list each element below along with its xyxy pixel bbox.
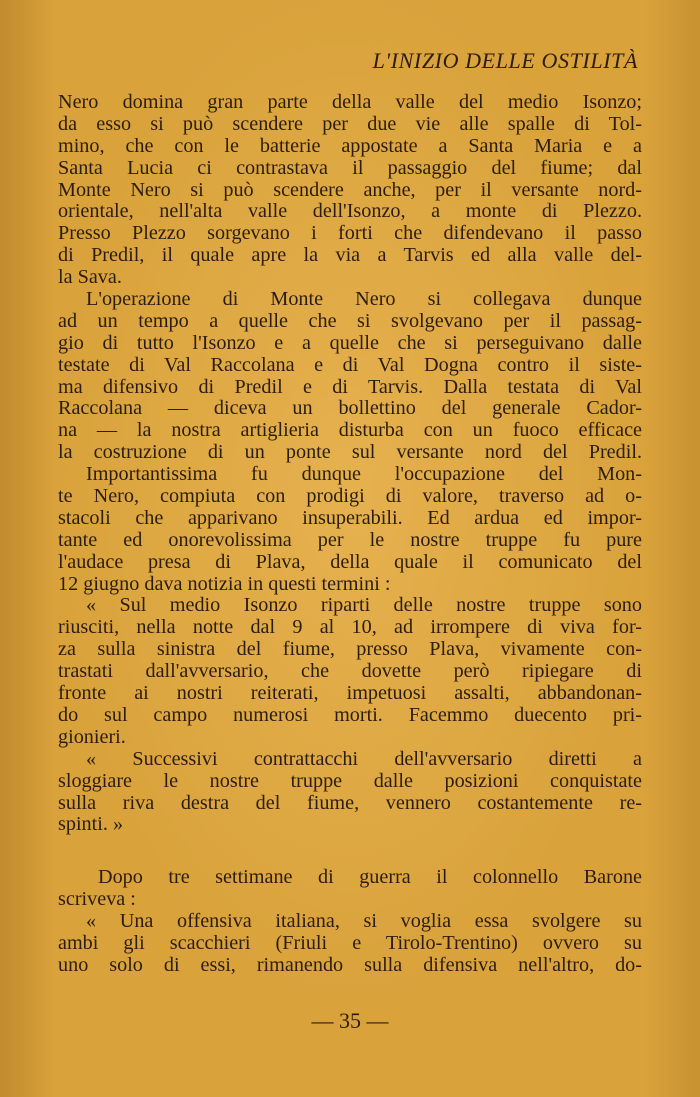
running-head: L'INIZIO DELLE OSTILITÀ <box>372 48 638 73</box>
text-line: « Sul medio Isonzo riparti delle nostre truppe sono <box>86 594 642 617</box>
page-number: — 35 — <box>311 1008 389 1033</box>
text-line: te Nero, compiuta con prodigi di valore, traverso ad o- <box>58 485 642 508</box>
text-line: Presso Plezzo sorgevano i forti che difendevano il passo <box>58 222 642 245</box>
text-line: do sul campo numerosi morti. Facemmo duecento pri- <box>58 703 642 726</box>
text-line: tante ed onorevolissima per le nostre truppe fu pure <box>58 528 642 551</box>
text-line: Santa Lucia ci contrastava il passaggio del fiume; dal <box>58 156 642 179</box>
body-text <box>58 92 642 977</box>
text-line: trastati dall'avversario, che dovette però ripiegare di <box>58 660 642 683</box>
text-line: Dopo tre settimane di guerra il colonnello Barone <box>98 866 642 889</box>
paragraph-gap <box>58 836 642 867</box>
text-line: sulla riva destra del fiume, vennero costantemente re- <box>58 791 642 814</box>
text-line: Importantissima fu dunque l'occupazione del Mon- <box>86 463 642 486</box>
text-line: gionieri. <box>58 725 126 748</box>
text-line: riusciti, nella notte dal 9 al 10, ad irrompere di viva for- <box>58 616 642 639</box>
text-line: uno solo di essi, rimanendo sulla difensiva nell'altro, do- <box>58 953 642 976</box>
text-line: ma difensivo di Predil e di Tarvis. Dalla testata di Val <box>58 375 642 398</box>
text-line: « Successivi contrattacchi dell'avversario diretti a <box>86 747 642 770</box>
text-line: spinti. » <box>58 813 124 836</box>
text-line: mino, che con le batterie appostate a Santa Maria e a <box>58 134 642 157</box>
text-line: 12 giugno dava notizia in questi termini : <box>58 572 391 595</box>
text-line: « Una offensiva italiana, si voglia essa svolgere su <box>86 910 642 933</box>
text-line: Monte Nero si può scendere anche, per il versante nord- <box>58 178 642 201</box>
text-line: testate di Val Raccolana e di Val Dogna contro il siste- <box>58 353 642 376</box>
text-line: fronte ai nostri reiterati, impetuosi assalti, abbandonan- <box>58 682 642 705</box>
text-line: di Predil, il quale apre la via a Tarvis ed alla valle del- <box>58 244 642 267</box>
text-line: gio di tutto l'Isonzo e a quelle che si perseguivano dalle <box>58 331 642 354</box>
text-line: sloggiare le nostre truppe dalle posizioni conquistate <box>58 769 642 792</box>
text-line: la Sava. <box>58 266 122 289</box>
text-line: ad un tempo a quelle che si svolgevano per il passag- <box>58 309 642 332</box>
text-line: ambi gli scacchieri (Friuli e Tirolo-Trentino) ovvero su <box>58 931 642 954</box>
text-line: L'operazione di Monte Nero si collegava dunque <box>86 288 642 311</box>
text-line: na — la nostra artiglieria disturba con un fuoco efficace <box>58 419 642 442</box>
text-line: da esso si può scendere per due vie alle spalle di Tol- <box>58 112 642 135</box>
text-line: Nero domina gran parte della valle del medio Isonzo; <box>58 91 642 113</box>
text-line: orientale, nell'alta valle dell'Isonzo, a monte di Plezzo. <box>58 200 642 223</box>
text-line: scriveva : <box>58 888 136 911</box>
text-line: stacoli che apparivano insuperabili. Ed ardua ed impor- <box>58 506 642 529</box>
text-line: l'audace presa di Plava, della quale il comunicato del <box>58 550 642 573</box>
text-line: la costruzione di un ponte sul versante nord del Predil. <box>58 441 642 464</box>
text-line: Raccolana — diceva un bollettino del generale Cador- <box>58 397 642 420</box>
text-line: za sulla sinistra del fiume, presso Plava, vivamente con- <box>58 638 642 661</box>
